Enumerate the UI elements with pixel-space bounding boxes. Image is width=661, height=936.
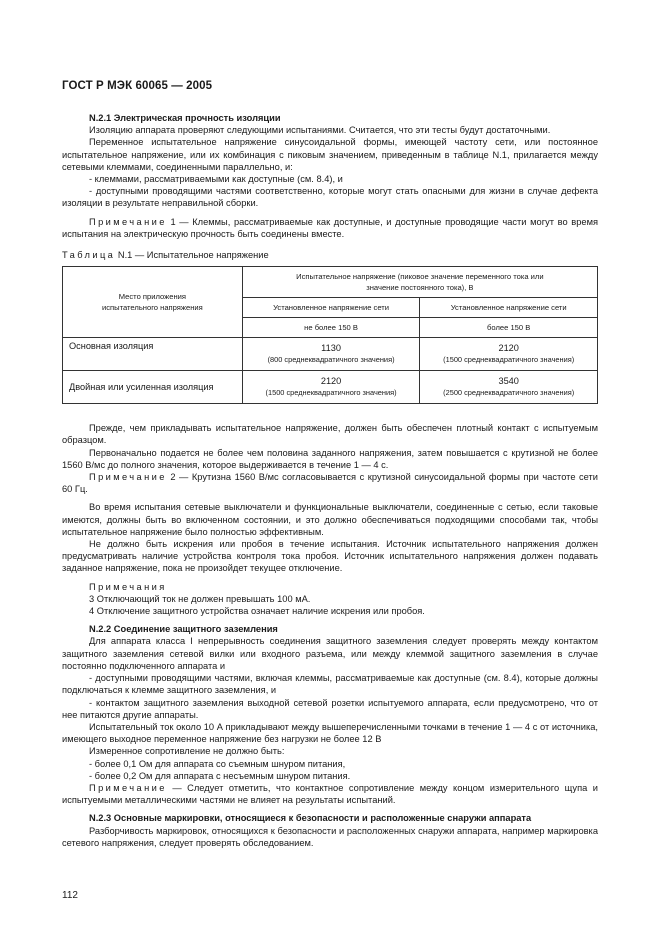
list-item: - клеммами, рассматриваемыми как доступные (см. 8.4), и — [89, 174, 343, 185]
section-heading-n23: N.2.3 Основные маркировки, относящиеся к безопасности и расположенные снаружи аппарата — [89, 813, 532, 824]
table-caption-text: N.1 — Испытательное напряжение — [115, 250, 269, 261]
paragraph: Разборчивость маркировок, относящихся к безопасности и расположенных снаружи аппарата, например маркировка сетевого напряжения, следует проверять обследованием. — [62, 825, 598, 848]
table-row — [63, 338, 598, 371]
note-label: Примечание — [89, 216, 167, 227]
note — [62, 782, 598, 806]
table-cell-value: 1130 (800 среднеквадратичного значения) — [242, 338, 420, 371]
table-header-place: Место приложения испытательного напряжения — [63, 267, 243, 338]
paragraph: Не должно быть искрения или пробоя в течение испытания. Источник испытательного напряжения должен предусматривать наличие устройства контроля тока пробоя. Источник испытательного напряжения должен подавать заданное напряжение, пока не произойдет текущее отключение. — [62, 539, 598, 574]
note-2 — [62, 471, 598, 495]
list-item: - более 0,2 Ом для аппарата с несъемным шнуром питания. — [89, 770, 351, 781]
table-caption-label: Таблица — [62, 250, 116, 261]
table-cell-value: 3540 (2500 среднеквадратичного значения) — [420, 371, 598, 404]
table-cell-value: 2120 (1500 среднеквадратичного значения) — [420, 338, 598, 371]
document-header: ГОСТ Р МЭК 60065 — 2005 — [62, 80, 213, 92]
table-subheader-a: Установленное напряжение сети — [242, 298, 420, 318]
paragraph: Измеренное сопротивление не должно быть: — [89, 746, 285, 757]
test-voltage-table — [62, 266, 598, 404]
list-item: - контактом защитного заземления выходной сетевой розетки испытуемого аппарата, если предусмотрено, что от нее питаются другие аппараты. — [62, 697, 598, 720]
paragraph: Первоначально подается не более чем половина заданного напряжения, затем повышается с крутизной не более 1560 В/мс до полного значения, которое выдерживается в течение 1 — 4 с. — [62, 447, 598, 470]
table-caption — [62, 249, 598, 261]
note-1 — [62, 216, 598, 240]
paragraph: Изоляцию аппарата проверяют следующими испытаниями. Считается, что эти тесты будут достаточными. — [89, 125, 551, 136]
paragraph: Во время испытания сетевые выключатели и функциональные выключатели, соединенные с сетью, если таковые имеются, должны быть во включенном состоянии, и это должно обеспечиваться подходящими способами так, чтобы испытательное напряжение было полностью эффективным. — [62, 502, 598, 537]
list-item: - более 0,1 Ом для аппарата со съемным шнуром питания, — [89, 758, 346, 769]
table-cell-value: 2120 (1500 среднеквадратичного значения) — [242, 371, 420, 404]
table-limit-b: более 150 В — [420, 318, 598, 338]
note-text: 1 — Клеммы, рассматриваемые как доступные, и доступные проводящие части могут во время испытания на электрическую прочность быть соединены вместе. — [62, 216, 598, 239]
note-4: 4 Отключение защитного устройства означает наличие искрения или пробоя. — [89, 606, 425, 617]
table-header-voltage: Испытательное напряжение (пиковое значение переменного тока или значение постоянного тока), В — [242, 267, 597, 298]
page-number: 112 — [62, 890, 78, 901]
document-body — [62, 112, 598, 849]
list-item: - доступными проводящими частями соответственно, которые могут стать опасными для жизни в случае дефекта изоляции в результате неправильной сборки. — [62, 186, 598, 209]
paragraph: Переменное испытательное напряжение синусоидальной формы, имеющей частоту сети, или постоянное испытательное напряжение, или их комбинация с пиковым значением, приведенным в таблице N.1, прилагается между сетевыми клеммами, соединенными параллельно, и: — [62, 137, 598, 172]
table-limit-a: не более 150 В — [242, 318, 420, 338]
table-row — [63, 371, 598, 404]
note-text: 2 — Крутизна 1560 В/мс согласовывается с крутизной синусоидальной формы при частоте сети 60 Гц. — [62, 472, 598, 495]
section-heading-n22: N.2.2 Соединение защитного заземления — [89, 624, 278, 635]
table-cell-name: Двойная или усиленная изоляция — [63, 371, 243, 404]
note-label: Примечание — [89, 782, 167, 793]
note-3: 3 Отключающий ток не должен превышать 100 мА. — [89, 593, 311, 604]
section-heading-n21: N.2.1 Электрическая прочность изоляции — [89, 113, 281, 123]
table-cell-name: Основная изоляция — [63, 338, 243, 371]
note-label: Примечание — [89, 472, 167, 483]
paragraph: Для аппарата класса I непрерывность соединения защитного заземления следует проверять между контактом защитного заземления сетевой вилки или входного разъема, или между клеммой защитного заземления в случае постоянно подключенного аппарата и — [62, 636, 598, 671]
table-subheader-b: Установленное напряжение сети — [420, 298, 598, 318]
notes-label: Примечания — [89, 581, 167, 592]
paragraph: Испытательный ток около 10 А прикладывают между вышеперечисленными точками в течение 1 — 4 с от источника, имеющего выходное переменное напряжение без нагрузки не более 12 В — [62, 721, 598, 745]
note-text: — Следует отметить, что контактное сопротивление между концом измерительного щупа и испытуемыми металлическими частями не влияет на результаты испытаний. — [62, 782, 598, 806]
paragraph: Прежде, чем прикладывать испытательное напряжение, должен быть обеспечен плотный контакт с испытуемым образцом. — [62, 423, 598, 446]
list-item: - доступными проводящими частями, включая клеммы, рассматриваемые как доступные (см. 8.4), которые должны подключаться к клемме защитного заземления, и — [62, 673, 598, 696]
